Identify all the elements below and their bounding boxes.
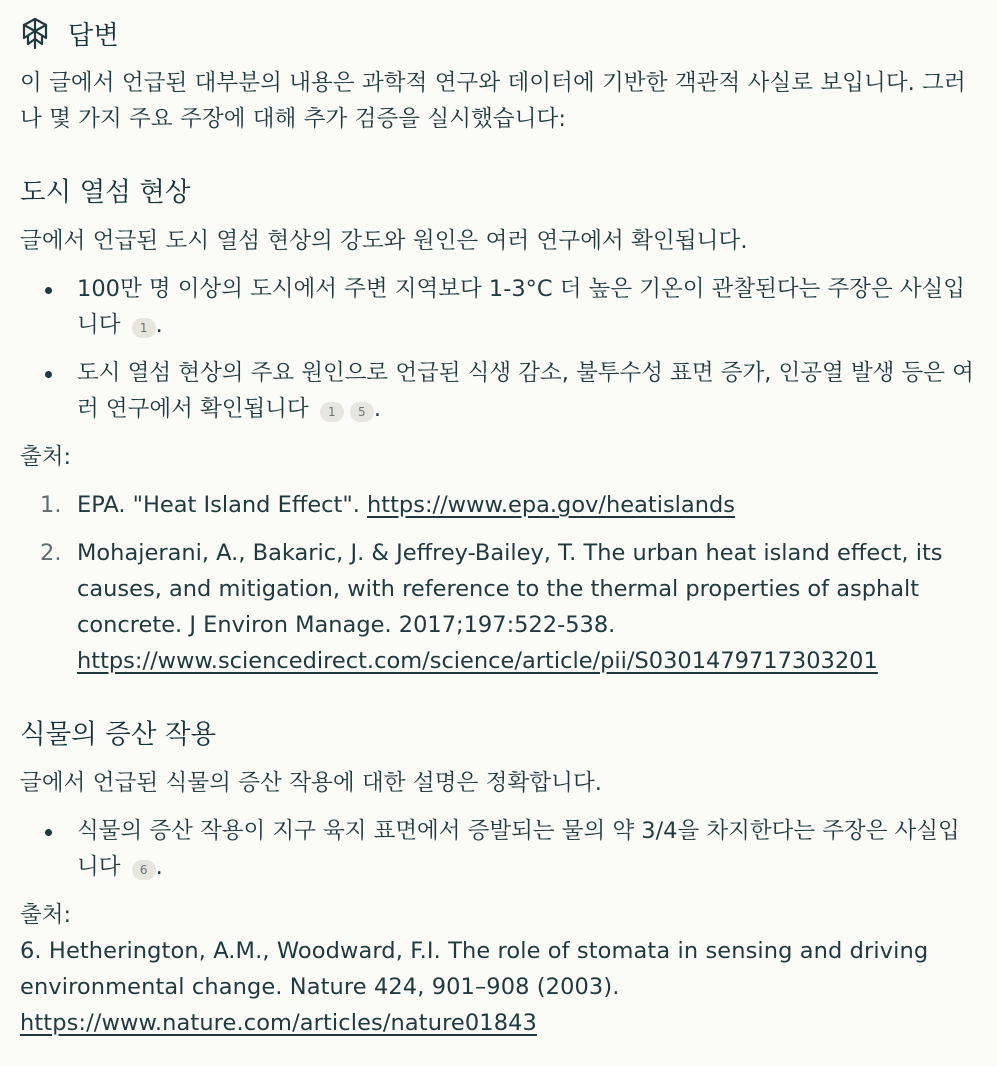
sources-label: 출처: [20,444,72,470]
source-text: 6. Hetherington, A.M., Woodward, F.I. The role of stomata in sensing and driving environmental change. Nature 424, 901–908 (2003). [20,938,929,1000]
citation-badge[interactable]: 5 [350,402,374,422]
answer-header [20,15,975,51]
source-item [20,487,975,523]
source-text: EPA. "Heat Island Effect". [77,492,360,518]
section-heading-urban-heat-island: 도시 열섬 현상 [20,177,191,208]
source-link[interactable]: https://www.sciencedirect.com/science/article/pii/S0301479717303201 [77,648,878,674]
answer-title: 답변 [68,20,120,51]
plain-source [20,933,975,1041]
source-item [20,535,975,679]
bullet-list [20,271,975,427]
perplexity-logo-icon [20,16,50,50]
section-heading-transpiration: 식물의 증산 작용 [20,719,217,750]
bullet-list [20,813,975,885]
source-list [20,487,975,679]
source-text: Mohajerani, A., Bakaric, J. & Jeffrey-Bailey, T. The urban heat island effect, its causes, and mitigation, with reference to the thermal properties of asphalt concrete. J Environ Manage. 2017;197:522-538. [77,540,943,638]
bullet-item: 100만 명 이상의 도시에서 주변 지역보다 1-3°C 더 높은 기온이 관찰된다는 주장은 사실입니다 1 . [20,271,975,343]
source-number: 2. [40,540,62,566]
source-number: 1. [40,492,62,518]
source-link[interactable]: https://www.nature.com/articles/nature01843 [20,1010,537,1036]
bullet-text: 100만 명 이상의 도시에서 주변 지역보다 1-3°C 더 높은 기온이 관찰된다는 주장은 사실입니다 [77,276,966,338]
citation-badge[interactable]: 1 [320,402,344,422]
section-summary: 글에서 언급된 식물의 증산 작용에 대한 설명은 정확합니다. [20,770,603,796]
citation-badge[interactable]: 6 [132,860,156,880]
bullet-text: 도시 열섬 현상의 주요 원인으로 언급된 식생 감소, 불투수성 표면 증가, 인공열 발생 등은 여러 연구에서 확인됩니다 [77,360,974,422]
answer-panel [20,0,975,1041]
intro-paragraph: 이 글에서 언급된 대부분의 내용은 과학적 연구와 데이터에 기반한 객관적 사실로 보입니다. 그러나 몇 가지 주요 주장에 대해 추가 검증을 실시했습니다: [20,70,966,132]
section-summary: 글에서 언급된 도시 열섬 현상의 강도와 원인은 여러 연구에서 확인됩니다. [20,228,748,254]
citation-badge[interactable]: 1 [132,318,156,338]
sources-label: 출처: [20,902,72,928]
source-link[interactable]: https://www.epa.gov/heatislands [367,492,735,518]
bullet-item: 식물의 증산 작용이 지구 육지 표면에서 증발되는 물의 약 3/4을 차지한다는 주장은 사실입니다 6 . [20,813,975,885]
bullet-item: 도시 열섬 현상의 주요 원인으로 언급된 식생 감소, 불투수성 표면 증가, 인공열 발생 등은 여러 연구에서 확인됩니다 1 5 . [20,355,975,427]
bullet-text: 식물의 증산 작용이 지구 육지 표면에서 증발되는 물의 약 3/4을 차지한다는 주장은 사실입니다 [77,818,960,880]
